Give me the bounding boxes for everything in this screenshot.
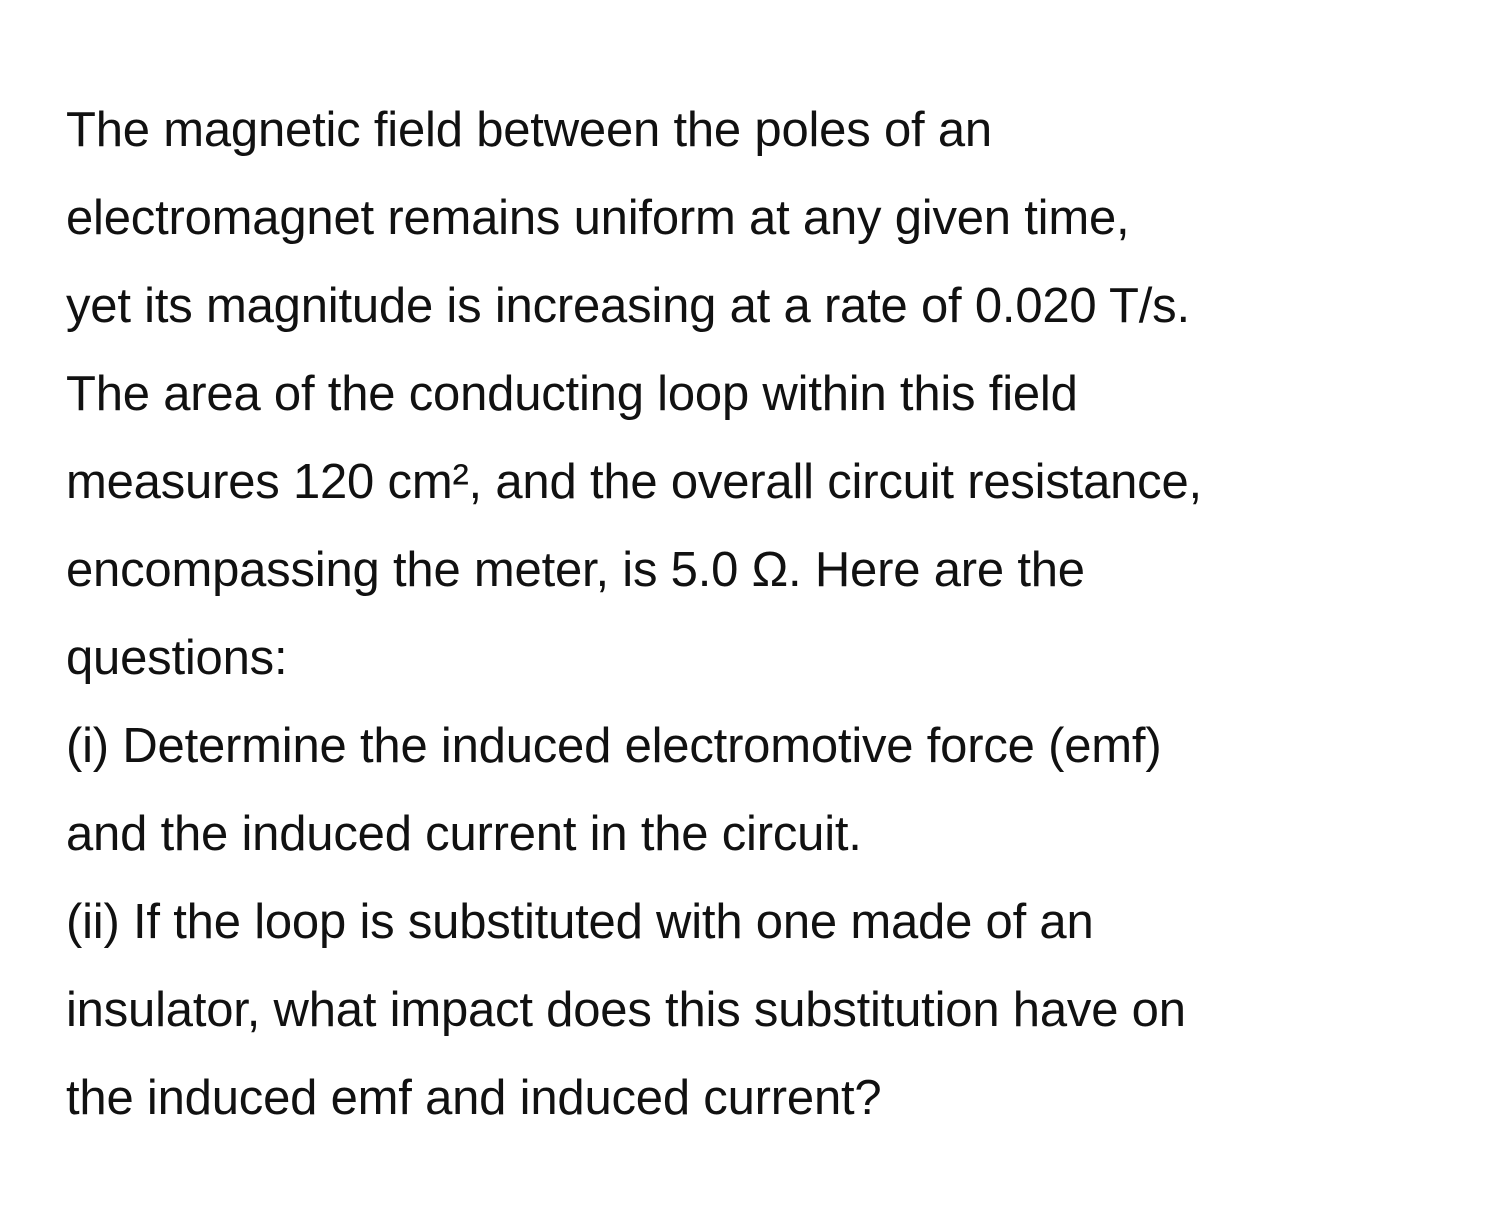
- text-line: electromagnet remains uniform at any given time,: [66, 191, 1130, 245]
- text-line: (ii) If the loop is substituted with one made of an: [66, 895, 1094, 949]
- text-line: (i) Determine the induced electromotive force (emf): [66, 719, 1162, 773]
- text-line: measures 120 cm², and the overall circuit resistance,: [66, 455, 1202, 509]
- text-line: insulator, what impact does this substitution have on: [66, 983, 1186, 1037]
- problem-intro: [66, 86, 1476, 702]
- problem-text: [66, 86, 1476, 1142]
- text-line: the induced emf and induced current?: [66, 1071, 882, 1125]
- text-line: yet its magnitude is increasing at a rate of 0.020 T/s.: [66, 279, 1190, 333]
- text-line: The area of the conducting loop within this field: [66, 367, 1078, 421]
- text-line: and the induced current in the circuit.: [66, 807, 862, 861]
- question-i: [66, 702, 1476, 878]
- question-ii: [66, 878, 1476, 1142]
- text-line: questions:: [66, 631, 288, 685]
- text-line: The magnetic field between the poles of an: [66, 103, 992, 157]
- text-line: encompassing the meter, is 5.0 Ω. Here are the: [66, 543, 1085, 597]
